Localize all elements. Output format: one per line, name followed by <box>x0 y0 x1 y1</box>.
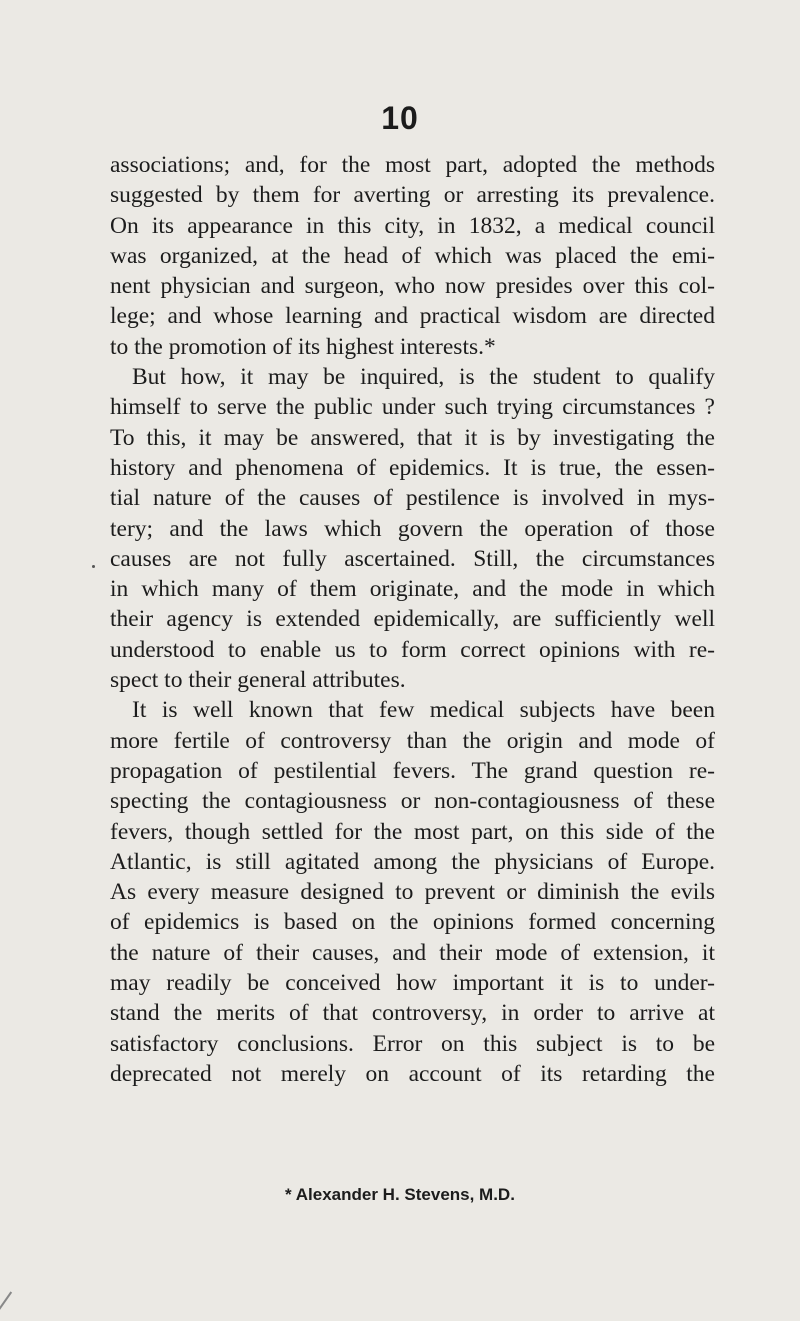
text-line: tery; and the laws which govern the operation of those <box>110 515 715 542</box>
text-line: satisfactory conclusions. Error on this subject is to be <box>110 1030 715 1057</box>
text-line: lege; and whose learning and practical wisdom are directed <box>110 303 715 330</box>
text-line: in which many of them originate, and the mode in which <box>110 576 715 603</box>
text-line: tial nature of the causes of pestilence is involved in mys- <box>110 485 715 512</box>
text-line: the nature of their causes, and their mode of extension, it <box>110 939 715 966</box>
text-line: causes are not fully ascertained. Still, the circumstances <box>110 545 715 572</box>
footnote: * Alexander H. Stevens, M.D. <box>285 1185 515 1204</box>
text-line: stand the merits of that controversy, in order to arrive at <box>110 1000 715 1027</box>
text-line: deprecated not merely on account of its retarding the <box>110 1060 715 1087</box>
text-line: spect to their general attributes. <box>110 667 406 694</box>
text-line: associations; and, for the most part, adopted the methods <box>110 152 715 178</box>
text-line: nent physician and surgeon, who now presides over this col- <box>110 273 715 300</box>
text-line: propagation of pestilential fevers. The grand question re- <box>110 757 715 784</box>
text-line: specting the contagiousness or non-contagiousness of these <box>110 788 715 815</box>
text-line: was organized, at the head of which was placed the emi- <box>110 242 715 269</box>
text-line: But how, it may be inquired, is the student to qualify <box>132 364 715 391</box>
text-line: more fertile of controversy than the origin and mode of <box>110 727 715 754</box>
text-line: fevers, though settled for the most part, on this side of the <box>110 818 715 845</box>
text-line: suggested by them for averting or arresting its prevalence. <box>110 182 715 209</box>
text-line: himself to serve the public under such trying circumstances ? <box>110 394 715 421</box>
text-line: To this, it may be answered, that it is by investigating the <box>110 424 715 451</box>
text-line: to the promotion of its highest interests.* <box>110 333 496 360</box>
text-line: Atlantic, is still agitated among the physicians of Europe. <box>110 848 715 875</box>
text-line: On its appearance in this city, in 1832, a medical council <box>110 212 715 239</box>
text-line: As every measure designed to prevent or diminish the evils <box>110 879 715 906</box>
text-line: history and phenomena of epidemics. It is true, the essen- <box>110 454 715 481</box>
body-text <box>110 150 715 1089</box>
text-line: understood to enable us to form correct opinions with re- <box>110 636 715 663</box>
text-line: may readily be conceived how important it is to under- <box>110 970 715 997</box>
scan-mark <box>0 1291 12 1310</box>
text-line: of epidemics is based on the opinions formed concerning <box>110 909 715 936</box>
page-number: 10 <box>381 100 419 136</box>
text-line: their agency is extended epidemically, are sufficiently well <box>110 606 715 633</box>
margin-mark <box>92 565 95 568</box>
text-line: It is well known that few medical subjects have been <box>132 697 715 724</box>
